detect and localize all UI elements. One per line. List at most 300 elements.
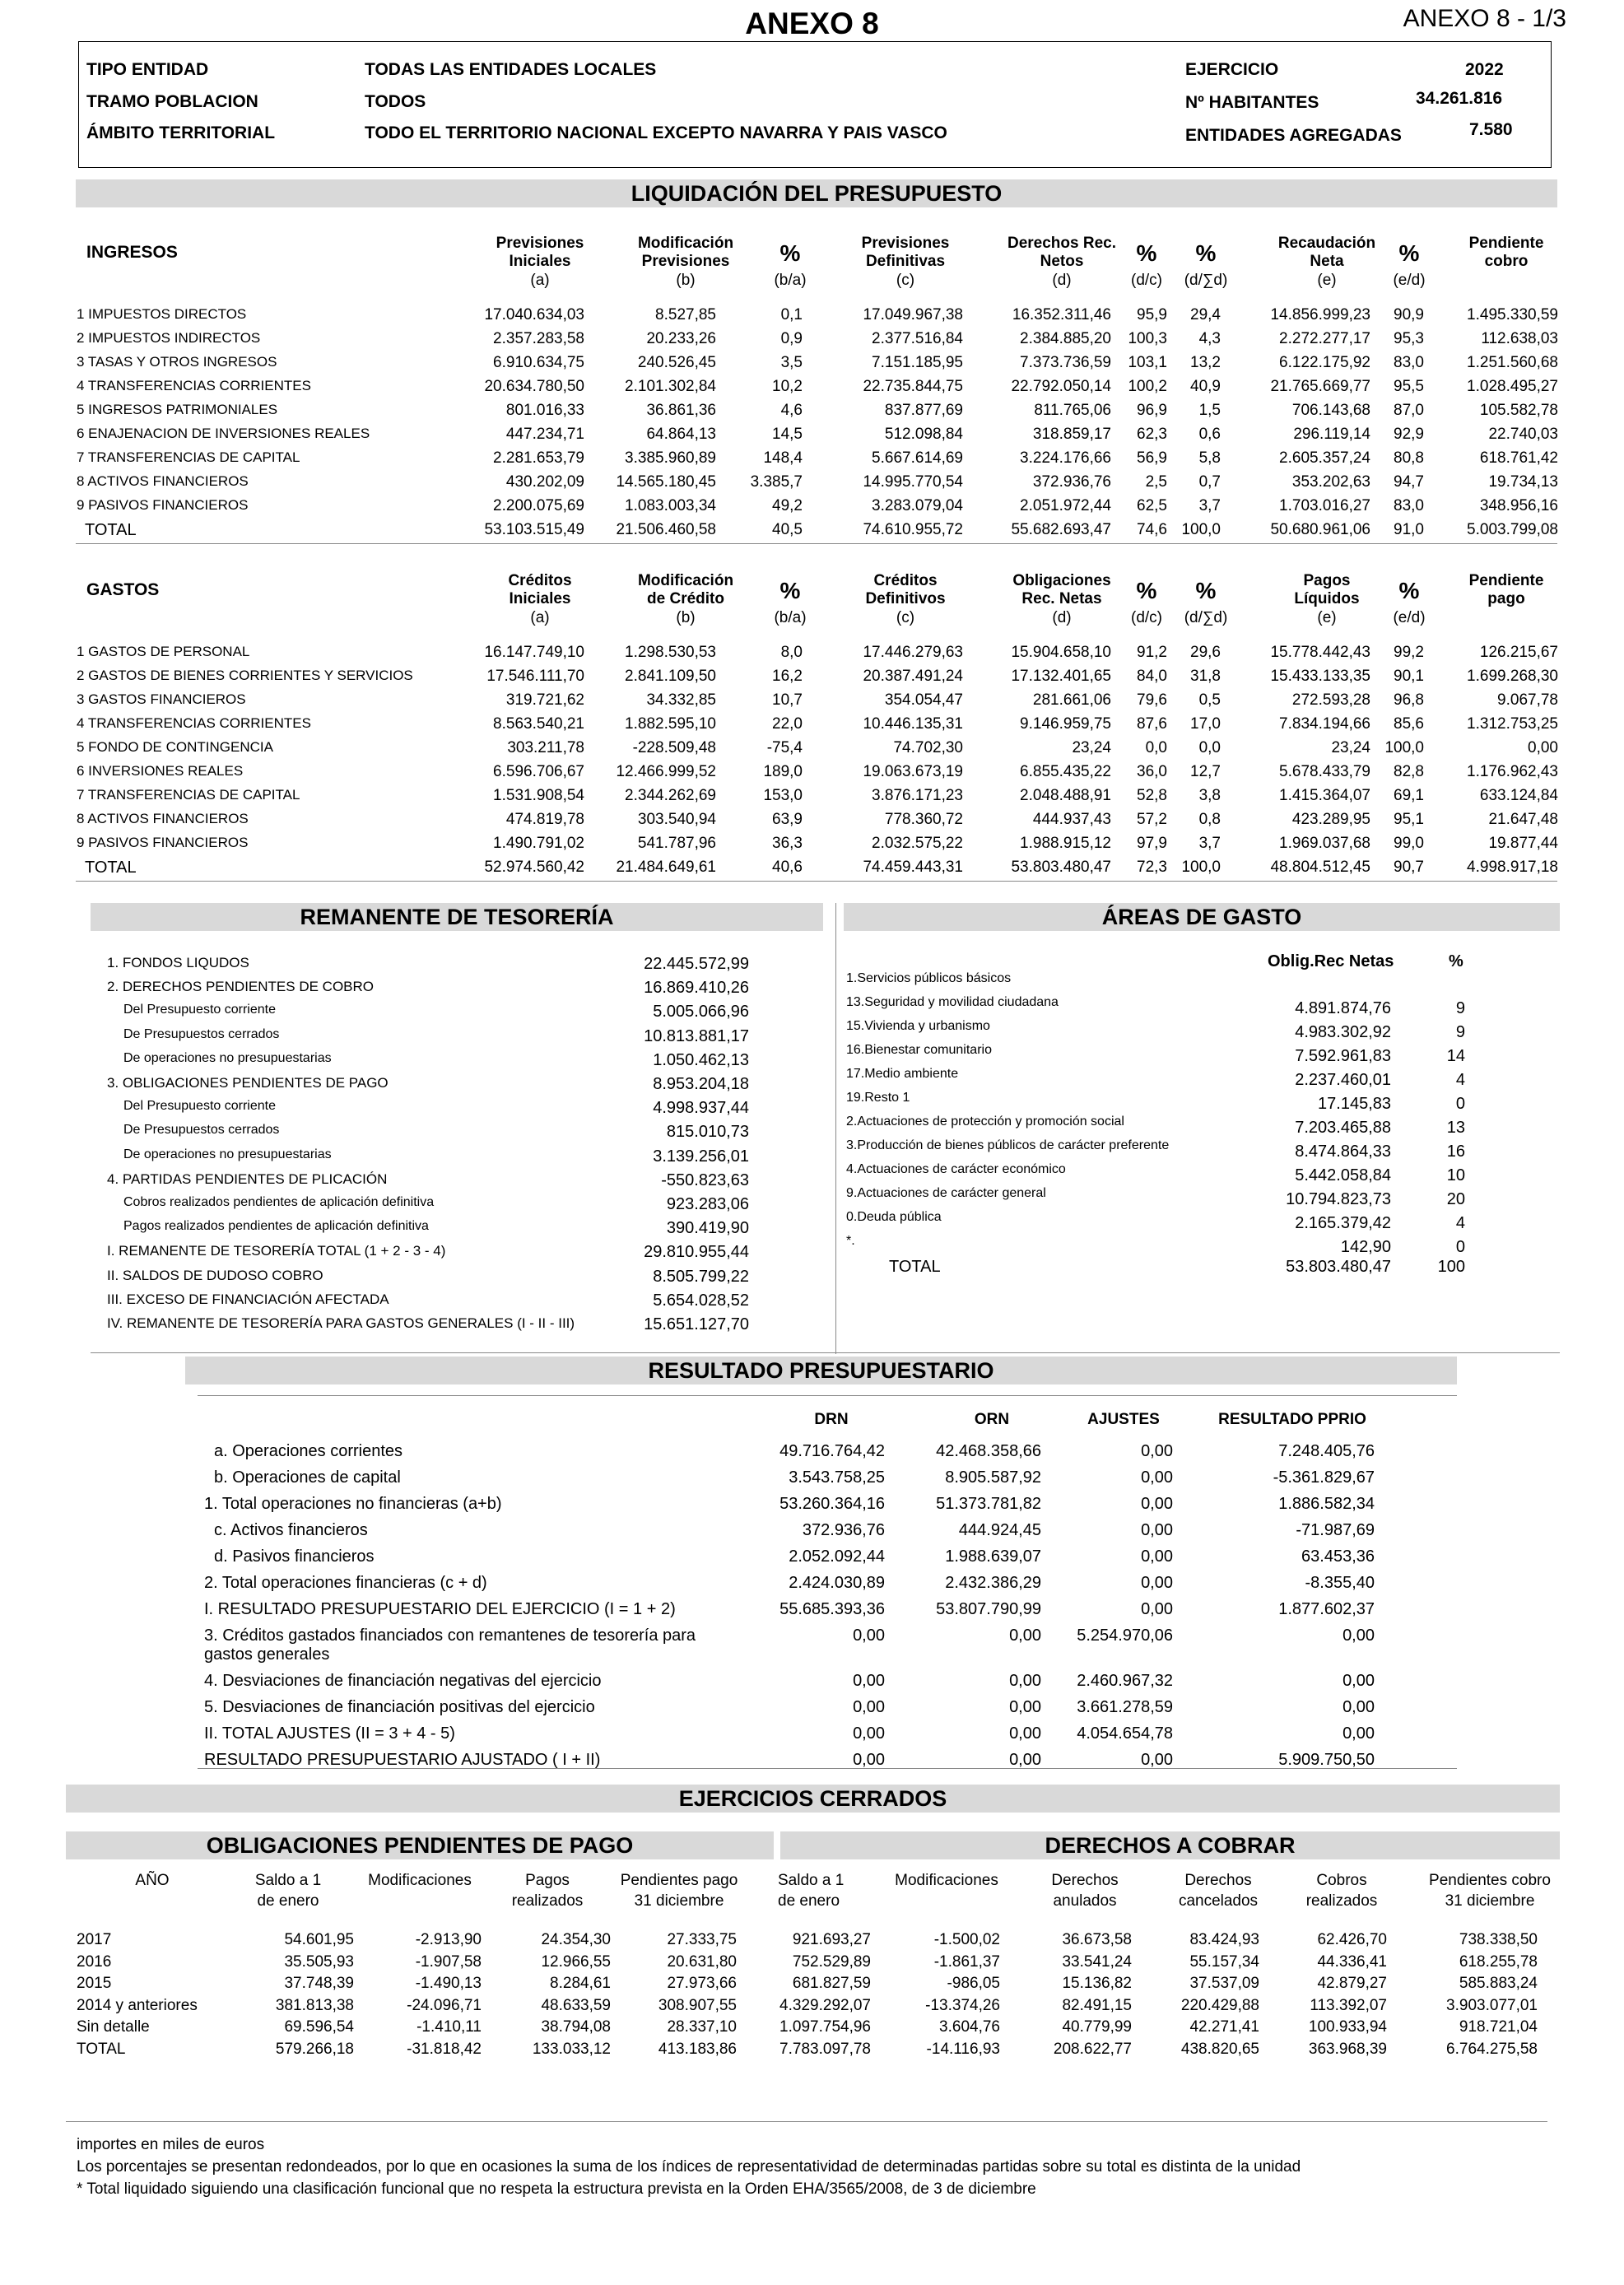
gastos-header-l1: Pendiente: [1468, 572, 1544, 589]
resultado-row-cell: 0,00: [1342, 1626, 1375, 1645]
cerrados-header-l1: Pendientes cobro: [1429, 1872, 1551, 1889]
resultado-row-cell: 0,00: [1141, 1442, 1173, 1460]
section-divider: [835, 903, 836, 1354]
areas-row-pct: 20: [1446, 1190, 1465, 1208]
habitantes-label: Nº HABITANTES: [1185, 93, 1319, 112]
cerrados-header-l2: realizados: [511, 1892, 584, 1910]
resultado-row-cell: 0,00: [1009, 1751, 1041, 1769]
gastos-row-cell: 1.531.908,54: [493, 787, 584, 804]
section-divider: [91, 1352, 1560, 1353]
gastos-row-cell: 99,2: [1394, 644, 1424, 661]
ingresos-header-pct: %: [1398, 240, 1420, 266]
gastos-header-l3: (c): [896, 609, 915, 626]
gastos-header-l1: Pagos: [1303, 572, 1351, 589]
resultado-row-cell: 0,00: [853, 1698, 885, 1716]
gastos-row-cell: 23,24: [1331, 739, 1370, 756]
resultado-row-cell: 0,00: [853, 1751, 885, 1769]
gastos-row-cell: 63,9: [772, 811, 803, 828]
resultado-header: DRN: [814, 1411, 849, 1428]
areas-row-label: 16.Bienestar comunitario: [846, 1043, 992, 1057]
gastos-row-cell: 16,2: [772, 668, 803, 685]
resultado-row-cell: 51.373.781,82: [936, 1495, 1041, 1513]
remanente-row-label: Pagos realizados pendientes de aplicación definitiva: [123, 1219, 429, 1234]
cerrados-row-cell: 37.537,09: [1189, 1975, 1259, 1992]
ingresos-table: [0, 235, 1624, 547]
areas-title: ÁREAS DE GASTO: [844, 903, 1560, 931]
gastos-row-cell: 9.146.959,75: [1020, 715, 1111, 733]
ingresos-header-l1: Previsiones: [861, 235, 950, 252]
gastos-row-cell: 8,0: [780, 644, 803, 661]
remanente-title: REMANENTE DE TESORERÍA: [91, 903, 823, 931]
ingresos-header-l3: (b): [676, 272, 696, 289]
gastos-header-l2: de Crédito: [647, 590, 724, 607]
gastos-row-cell: 1.699.268,30: [1467, 668, 1558, 685]
ingresos-header-l1: Recaudación: [1277, 235, 1376, 252]
resultado-row-cell: 0,00: [1141, 1574, 1173, 1592]
ingresos-row-cell: 87,0: [1394, 402, 1424, 419]
cerrados-row-year: 2016: [77, 1952, 112, 1971]
cerrados-row-cell: 37.748,39: [284, 1975, 354, 1992]
cerrados-row-cell: 363.968,39: [1308, 2040, 1387, 2058]
gastos-row-cell: 95,1: [1394, 811, 1424, 828]
areas-total-value: 53.803.480,47: [1286, 1258, 1391, 1276]
ingresos-row-cell: 29,4: [1190, 306, 1221, 323]
ingresos-row-cell: 801.016,33: [505, 402, 584, 419]
gastos-row-cell: 0,0: [1145, 739, 1167, 756]
gastos-row-cell: 1.415.364,07: [1279, 787, 1370, 804]
areas-row-label: 3.Producción de bienes públicos de carácter preferente: [846, 1138, 1170, 1152]
gastos-header-l3: (a): [530, 609, 550, 626]
resultado-header: AJUSTES: [1087, 1411, 1160, 1428]
areas-row-pct: 4: [1455, 1214, 1465, 1232]
ejercicio-value: 2022: [1465, 60, 1504, 79]
resultado-row-cell: 0,00: [853, 1626, 885, 1645]
gastos-row-cell: 12,7: [1190, 763, 1221, 780]
cerrados-row-cell: 308.907,55: [658, 1996, 737, 2014]
gastos-row-cell: 0,0: [1198, 739, 1221, 756]
gastos-row-cell: 23,24: [1072, 739, 1111, 756]
cerrados-header-l1: AÑO: [135, 1872, 170, 1889]
ingresos-total-cell: 55.682.693,47: [1011, 521, 1111, 538]
gastos-total-cell: 48.804.512,45: [1270, 859, 1370, 876]
cerrados-row-cell: -13.374,26: [925, 1996, 1000, 2014]
derechos-title: DERECHOS A COBRAR: [780, 1831, 1560, 1859]
cerrados-row-cell: 48.633,59: [541, 1996, 611, 2014]
ingresos-section-label: INGRESOS: [86, 243, 178, 262]
gastos-total-label: TOTAL: [85, 859, 137, 877]
cerrados-row-cell: 33.541,24: [1062, 1952, 1132, 1971]
resultado-row-cell: 372.936,76: [802, 1521, 885, 1539]
remanente-row-label: 3. OBLIGACIONES PENDIENTES DE PAGO: [107, 1075, 389, 1091]
gastos-row-cell: 90,1: [1394, 668, 1424, 685]
ingresos-row-cell: 90,9: [1394, 306, 1424, 323]
areas-row-pct: 16: [1446, 1142, 1465, 1161]
remanente-row-value: -550.823,63: [661, 1170, 749, 1189]
gastos-row-cell: 36,3: [772, 835, 803, 852]
gastos-row-cell: 303.540,94: [637, 811, 716, 828]
ingresos-row-cell: 6.910.634,75: [493, 354, 584, 371]
gastos-row-cell: 82,8: [1394, 763, 1424, 780]
ingresos-row-cell: 17.040.634,03: [484, 306, 584, 323]
resultado-row-cell: -5.361.829,67: [1273, 1468, 1375, 1487]
areas-row-value: 142,90: [1340, 1238, 1391, 1256]
remanente-row-value: 4.998.937,44: [653, 1099, 749, 1118]
gastos-row-cell: 96,8: [1394, 691, 1424, 709]
gastos-row-label: 5 FONDO DE CONTINGENCIA: [77, 739, 273, 755]
ingresos-row-cell: 92,9: [1394, 426, 1424, 443]
ingresos-row-cell: 3.385,7: [750, 473, 803, 491]
agregadas-value: 7.580: [1469, 120, 1513, 139]
gastos-total-cell: 21.484.649,61: [616, 859, 716, 876]
remanente-row-label: 4. PARTIDAS PENDIENTES DE PLICACIÓN: [107, 1170, 388, 1187]
cerrados-row-cell: -1.907,58: [415, 1952, 482, 1971]
ingresos-total-label: TOTAL: [85, 521, 137, 539]
gastos-header-l1: Créditos: [873, 572, 938, 589]
ingresos-row-label: 6 ENAJENACION DE INVERSIONES REALES: [77, 426, 370, 441]
tipo-entidad-value: TODAS LAS ENTIDADES LOCALES: [365, 60, 657, 79]
gastos-row-label: 1 GASTOS DE PERSONAL: [77, 644, 250, 659]
ingresos-total-cell: 50.680.961,06: [1270, 521, 1370, 538]
ingresos-header-l3: (a): [530, 272, 550, 289]
gastos-row-cell: 29,6: [1190, 644, 1221, 661]
resultado-row-cell: 3.661.278,59: [1077, 1698, 1173, 1716]
resultado-row-label: RESULTADO PRESUPUESTARIO AJUSTADO ( I + II): [204, 1751, 601, 1769]
gastos-row-cell: 1.312.753,25: [1467, 715, 1558, 733]
resultado-bottom-rule: [198, 1768, 1457, 1769]
ingresos-row-cell: 62,3: [1137, 426, 1167, 443]
ingresos-row-cell: 112.638,03: [1481, 330, 1558, 347]
resultado-row-cell: 0,00: [853, 1724, 885, 1743]
resultado-row-cell: 42.468.358,66: [936, 1442, 1041, 1460]
remanente-row-label: 2. DERECHOS PENDIENTES DE COBRO: [107, 979, 375, 995]
ingresos-row-cell: 95,9: [1137, 306, 1167, 323]
ingresos-row-cell: 83,0: [1394, 354, 1424, 371]
ingresos-row-label: 2 IMPUESTOS INDIRECTOS: [77, 330, 261, 346]
cerrados-row-cell: 24.354,30: [541, 1931, 611, 1948]
resultado-row-cell: 53.807.790,99: [936, 1600, 1041, 1618]
cerrados-row-cell: 38.794,08: [541, 2018, 611, 2036]
ingresos-total-cell: 91,0: [1394, 521, 1424, 538]
areas-total-label: TOTAL: [889, 1258, 941, 1276]
gastos-row-cell: 10.446.135,31: [863, 715, 963, 733]
ingresos-row-cell: 22.740,03: [1488, 426, 1558, 443]
ingresos-row-cell: 56,9: [1137, 449, 1167, 467]
ingresos-header-l1: Previsiones: [496, 235, 584, 252]
page-indicator: ANEXO 8 - 1/3: [1403, 5, 1566, 32]
ingresos-header-l2: cobro: [1484, 253, 1529, 270]
ingresos-row-cell: 4,3: [1198, 330, 1221, 347]
cerrados-row-cell: 27.333,75: [667, 1931, 737, 1948]
cerrados-row-cell: 35.505,93: [284, 1952, 354, 1971]
resultado-header: ORN: [974, 1411, 1010, 1428]
ingresos-row-cell: 4,6: [780, 402, 803, 419]
ingresos-row-cell: 14,5: [772, 426, 803, 443]
gastos-row-cell: 6.855.435,22: [1020, 763, 1111, 780]
gastos-row-cell: 3,8: [1198, 787, 1221, 804]
gastos-header-pct: %: [779, 578, 801, 603]
areas-row-label: 2.Actuaciones de protección y promoción social: [846, 1115, 1124, 1129]
resultado-row-label: b. Operaciones de capital: [214, 1468, 401, 1487]
cerrados-header-l1: Cobros: [1316, 1872, 1367, 1889]
cerrados-row-year: 2014 y anteriores: [77, 1996, 198, 2014]
ingresos-row-cell: 16.352.311,46: [1012, 306, 1111, 323]
cerrados-row-cell: 618.255,78: [1459, 1952, 1538, 1971]
gastos-section-label: GASTOS: [86, 580, 160, 599]
ingresos-row-cell: 0,1: [780, 306, 803, 323]
ingresos-row-cell: 2.357.283,58: [493, 330, 584, 347]
areas-row-pct: 13: [1446, 1119, 1465, 1137]
ingresos-total-cell: 74,6: [1137, 521, 1167, 538]
gastos-row-cell: 1.988.915,12: [1020, 835, 1111, 852]
gastos-row-cell: 5.678.433,79: [1279, 763, 1370, 780]
gastos-row-cell: 100,0: [1384, 739, 1424, 756]
footer-note-units: importes en miles de euros: [77, 2136, 265, 2153]
gastos-row-cell: 303.211,78: [507, 739, 584, 756]
ingresos-row-cell: 0,7: [1198, 473, 1221, 491]
gastos-row-cell: 2.048.488,91: [1020, 787, 1111, 804]
ingresos-row-cell: 5,8: [1198, 449, 1221, 467]
cerrados-row-cell: 438.820,65: [1180, 2040, 1259, 2058]
footer-note-rounding: Los porcentajes se presentan redondeados, por lo que en ocasiones la suma de los índices de representatividad de determinadas partidas sobre su total es distinta de la unidad: [77, 2158, 1301, 2176]
gastos-header-l3: (e/d): [1393, 609, 1426, 626]
gastos-total-cell: 100,0: [1181, 859, 1221, 876]
gastos-row-cell: 20.387.491,24: [863, 668, 963, 685]
ingresos-row-cell: 348.956,16: [1479, 497, 1558, 514]
areas-table: [840, 971, 1580, 1284]
ingresos-total-cell: 40,5: [772, 521, 803, 538]
areas-row-label: 4.Actuaciones de carácter económico: [846, 1162, 1066, 1176]
resultado-row-cell: 4.054.654,78: [1077, 1724, 1173, 1743]
areas-row-label: 13.Seguridad y movilidad ciudadana: [846, 995, 1059, 1009]
remanente-row-value: 390.419,90: [666, 1219, 749, 1238]
resultado-row-cell: 2.052.092,44: [789, 1547, 885, 1566]
cerrados-header-l1: Derechos: [1051, 1872, 1119, 1889]
ingresos-row-cell: 512.098,84: [884, 426, 963, 443]
areas-row-value: 8.474.864,33: [1295, 1142, 1391, 1161]
ingresos-row-cell: 353.202,63: [1291, 473, 1370, 491]
gastos-row-cell: 1.882.595,10: [625, 715, 716, 733]
areas-row-pct: 0: [1455, 1238, 1465, 1256]
habitantes-value: 34.261.816: [1416, 89, 1503, 108]
ingresos-row-cell: 2.051.972,44: [1020, 497, 1111, 514]
ingresos-row-cell: 83,0: [1394, 497, 1424, 514]
ingresos-row-cell: 618.761,42: [1479, 449, 1558, 467]
ingresos-row-cell: 447.234,71: [505, 426, 584, 443]
resultado-row-cell: 0,00: [1009, 1698, 1041, 1716]
ingresos-row-cell: 6.122.175,92: [1279, 354, 1370, 371]
gastos-header-l2: Líquidos: [1294, 590, 1360, 607]
cerrados-row-cell: 12.966,55: [541, 1952, 611, 1971]
ingresos-row-cell: 3.224.176,66: [1020, 449, 1111, 467]
ingresos-row-cell: 3.385.960,89: [625, 449, 716, 467]
ingresos-row-label: 7 TRANSFERENCIAS DE CAPITAL: [77, 449, 300, 465]
resultado-row-cell: 7.248.405,76: [1278, 1442, 1375, 1460]
cerrados-row-cell: 113.392,07: [1310, 1996, 1387, 2014]
ingresos-row-cell: 2.200.075,69: [493, 497, 584, 514]
ingresos-row-cell: 22.735.844,75: [863, 378, 963, 395]
gastos-row-cell: 9.067,78: [1497, 691, 1558, 709]
areas-row-value: 17.145,83: [1318, 1095, 1391, 1113]
remanente-row-value: 1.050.462,13: [653, 1050, 749, 1069]
ingresos-row-cell: 1.083.003,34: [625, 497, 716, 514]
cerrados-row-cell: -14.116,93: [926, 2040, 1000, 2058]
cerrados-row-cell: 100.933,94: [1308, 2018, 1387, 2036]
ingresos-header-l2: Previsiones: [641, 253, 730, 270]
ingresos-total-cell: 74.610.955,72: [863, 521, 963, 538]
ingresos-row-cell: 240.526,45: [637, 354, 716, 371]
gastos-header-l1: Obligaciones: [1012, 572, 1111, 589]
gastos-row-cell: 423.289,95: [1291, 811, 1370, 828]
ingresos-row-cell: 3,7: [1198, 497, 1221, 514]
ingresos-row-cell: 13,2: [1190, 354, 1221, 371]
gastos-row-cell: 189,0: [763, 763, 803, 780]
cerrados-row-cell: 752.529,89: [792, 1952, 871, 1971]
cerrados-row-cell: 15.136,82: [1062, 1975, 1132, 1992]
gastos-row-cell: 74.702,30: [893, 739, 963, 756]
gastos-row-cell: 778.360,72: [884, 811, 963, 828]
cerrados-header-l1: Saldo a 1: [254, 1872, 322, 1889]
areas-row-label: 0.Deuda pública: [846, 1210, 942, 1224]
ingresos-row-cell: 706.143,68: [1291, 402, 1370, 419]
ingresos-row-cell: 105.582,78: [1479, 402, 1558, 419]
resultado-row-cell: 0,00: [1141, 1547, 1173, 1566]
gastos-row-label: 2 GASTOS DE BIENES CORRIENTES Y SERVICIOS: [77, 668, 413, 683]
ingresos-header-pct: %: [779, 240, 801, 266]
ingresos-total-cell: 21.506.460,58: [616, 521, 716, 538]
gastos-row-label: 4 TRANSFERENCIAS CORRIENTES: [77, 715, 311, 731]
cerrados-row-cell: 585.883,24: [1459, 1975, 1538, 1992]
gastos-row-label: 3 GASTOS FINANCIEROS: [77, 691, 246, 707]
remanente-row-value: 923.283,06: [666, 1195, 749, 1213]
resultado-row-cell: 0,00: [1342, 1724, 1375, 1743]
gastos-row-label: 6 INVERSIONES REALES: [77, 763, 244, 779]
areas-col-pct: %: [1449, 952, 1463, 970]
areas-row-label: 1.Servicios públicos básicos: [846, 971, 1012, 985]
resultado-row-cell: 0,00: [1141, 1495, 1173, 1513]
ingresos-row-cell: 20.634.780,50: [484, 378, 584, 395]
cerrados-header-l1: Derechos: [1184, 1872, 1252, 1889]
gastos-row-cell: 0,00: [1528, 739, 1558, 756]
gastos-row-cell: 19.063.673,19: [863, 763, 963, 780]
gastos-row-cell: 354.054,47: [884, 691, 963, 709]
cerrados-row-year: TOTAL: [77, 2040, 126, 2058]
cerrados-row-cell: 40.779,99: [1062, 2018, 1132, 2036]
areas-row-pct: 10: [1446, 1166, 1465, 1184]
gastos-row-cell: 0,5: [1198, 691, 1221, 709]
gastos-header-l2: Iniciales: [509, 590, 571, 607]
areas-row-value: 2.237.460,01: [1295, 1071, 1391, 1089]
ingresos-row-cell: 7.151.185,95: [872, 354, 963, 371]
ambito-label: ÁMBITO TERRITORIAL: [86, 123, 276, 142]
ingresos-total-cell: 100,0: [1181, 521, 1221, 538]
gastos-row-cell: 99,0: [1394, 835, 1424, 852]
areas-row-pct: 9: [1455, 999, 1465, 1017]
remanente-row-label: 1. FONDOS LIQUDOS: [107, 955, 249, 970]
gastos-row-cell: 126.215,67: [1479, 644, 1558, 661]
gastos-row-cell: 153,0: [763, 787, 803, 804]
cerrados-header-l2: 31 diciembre: [1445, 1892, 1535, 1910]
ingresos-bottom-rule: [76, 543, 1557, 544]
gastos-row-cell: 85,6: [1394, 715, 1424, 733]
ingresos-row-cell: 837.877,69: [884, 402, 963, 419]
gastos-row-cell: 3.876.171,23: [872, 787, 963, 804]
gastos-row-cell: 1.298.530,53: [625, 644, 716, 661]
gastos-row-cell: 84,0: [1137, 668, 1167, 685]
ingresos-row-cell: 3,5: [780, 354, 803, 371]
areas-row-value: 7.592.961,83: [1295, 1047, 1391, 1065]
ingresos-header-l1: Derechos Rec.: [1007, 235, 1116, 252]
resultado-row-cell: -8.355,40: [1305, 1574, 1375, 1592]
areas-row-value: 4.983.302,92: [1295, 1023, 1391, 1041]
areas-row-value: 5.442.058,84: [1295, 1166, 1391, 1184]
ingresos-row-cell: 103,1: [1128, 354, 1167, 371]
cerrados-title: EJERCICIOS CERRADOS: [66, 1785, 1560, 1813]
gastos-row-cell: 69,1: [1394, 787, 1424, 804]
cerrados-row-cell: 54.601,95: [284, 1931, 354, 1948]
cerrados-row-cell: -2.913,90: [415, 1931, 482, 1948]
ingresos-row-cell: 36.861,36: [646, 402, 716, 419]
cerrados-row-cell: 7.783.097,78: [779, 2040, 871, 2058]
ingresos-row-cell: 7.373.736,59: [1020, 354, 1111, 371]
ingresos-row-cell: 0,6: [1198, 426, 1221, 443]
gastos-total-cell: 90,7: [1394, 859, 1424, 876]
gastos-header-l3: (b): [676, 609, 696, 626]
resultado-row-cell: 1.988.639,07: [945, 1547, 1041, 1566]
ingresos-row-cell: 811.765,06: [1034, 402, 1111, 419]
cerrados-row-cell: 133.033,12: [532, 2040, 611, 2058]
gastos-row-label: 9 PASIVOS FINANCIEROS: [77, 835, 249, 850]
gastos-row-cell: 31,8: [1190, 668, 1221, 685]
cerrados-header-l1: Pagos: [525, 1872, 570, 1889]
gastos-total-cell: 4.998.917,18: [1467, 859, 1558, 876]
cerrados-row-cell: 579.266,18: [275, 2040, 354, 2058]
cerrados-table: [0, 1867, 1624, 2081]
ingresos-row-cell: 2,5: [1145, 473, 1167, 491]
cerrados-row-cell: 921.693,27: [792, 1931, 871, 1948]
gastos-header-pct: %: [1136, 578, 1157, 603]
remanente-row-label: De operaciones no presupuestarias: [123, 1147, 332, 1161]
gastos-header-l2: pago: [1487, 590, 1525, 607]
ingresos-row-cell: 100,2: [1128, 378, 1167, 395]
ingresos-row-cell: 1,5: [1198, 402, 1221, 419]
agregadas-label: ENTIDADES AGREGADAS: [1185, 126, 1402, 145]
remanente-row-value: 8.953.204,18: [653, 1075, 749, 1093]
resultado-row-cell: 5.254.970,06: [1077, 1626, 1173, 1645]
cerrados-row-cell: 6.764.275,58: [1446, 2040, 1538, 2058]
resultado-row-cell: 0,00: [1141, 1468, 1173, 1487]
ingresos-row-label: 1 IMPUESTOS DIRECTOS: [77, 306, 247, 322]
remanente-row-value: 15.651.127,70: [644, 1315, 749, 1333]
cerrados-row-cell: -31.818,42: [407, 2040, 482, 2058]
ingresos-row-label: 8 ACTIVOS FINANCIEROS: [77, 473, 249, 489]
ingresos-row-cell: 14.995.770,54: [863, 473, 963, 491]
gastos-row-cell: 2.032.575,22: [872, 835, 963, 852]
remanente-row-value: 16.869.410,26: [644, 979, 749, 998]
remanente-row-value: 3.139.256,01: [653, 1147, 749, 1166]
gastos-row-cell: 7.834.194,66: [1279, 715, 1370, 733]
ingresos-header-l2: Iniciales: [509, 253, 571, 270]
remanente-row-label: I. REMANENTE DE TESORERÍA TOTAL (1 + 2 - 3 - 4): [107, 1243, 446, 1259]
ingresos-header-l2: Definitivas: [865, 253, 946, 270]
ingresos-header-l3: (d): [1052, 272, 1072, 289]
ingresos-row-cell: 1.251.560,68: [1467, 354, 1558, 371]
ingresos-row-cell: 3.283.079,04: [872, 497, 963, 514]
cerrados-row-cell: 3.604,76: [939, 2018, 1000, 2036]
ingresos-header-pct: %: [1195, 240, 1217, 266]
resultado-row-label: 3. Créditos gastados financiados con remantenes de tesorería para gastos generales: [204, 1626, 696, 1664]
ingresos-header-l2: Neta: [1310, 253, 1344, 270]
resultado-row-label: 5. Desviaciones de financiación positivas del ejercicio: [204, 1698, 595, 1716]
